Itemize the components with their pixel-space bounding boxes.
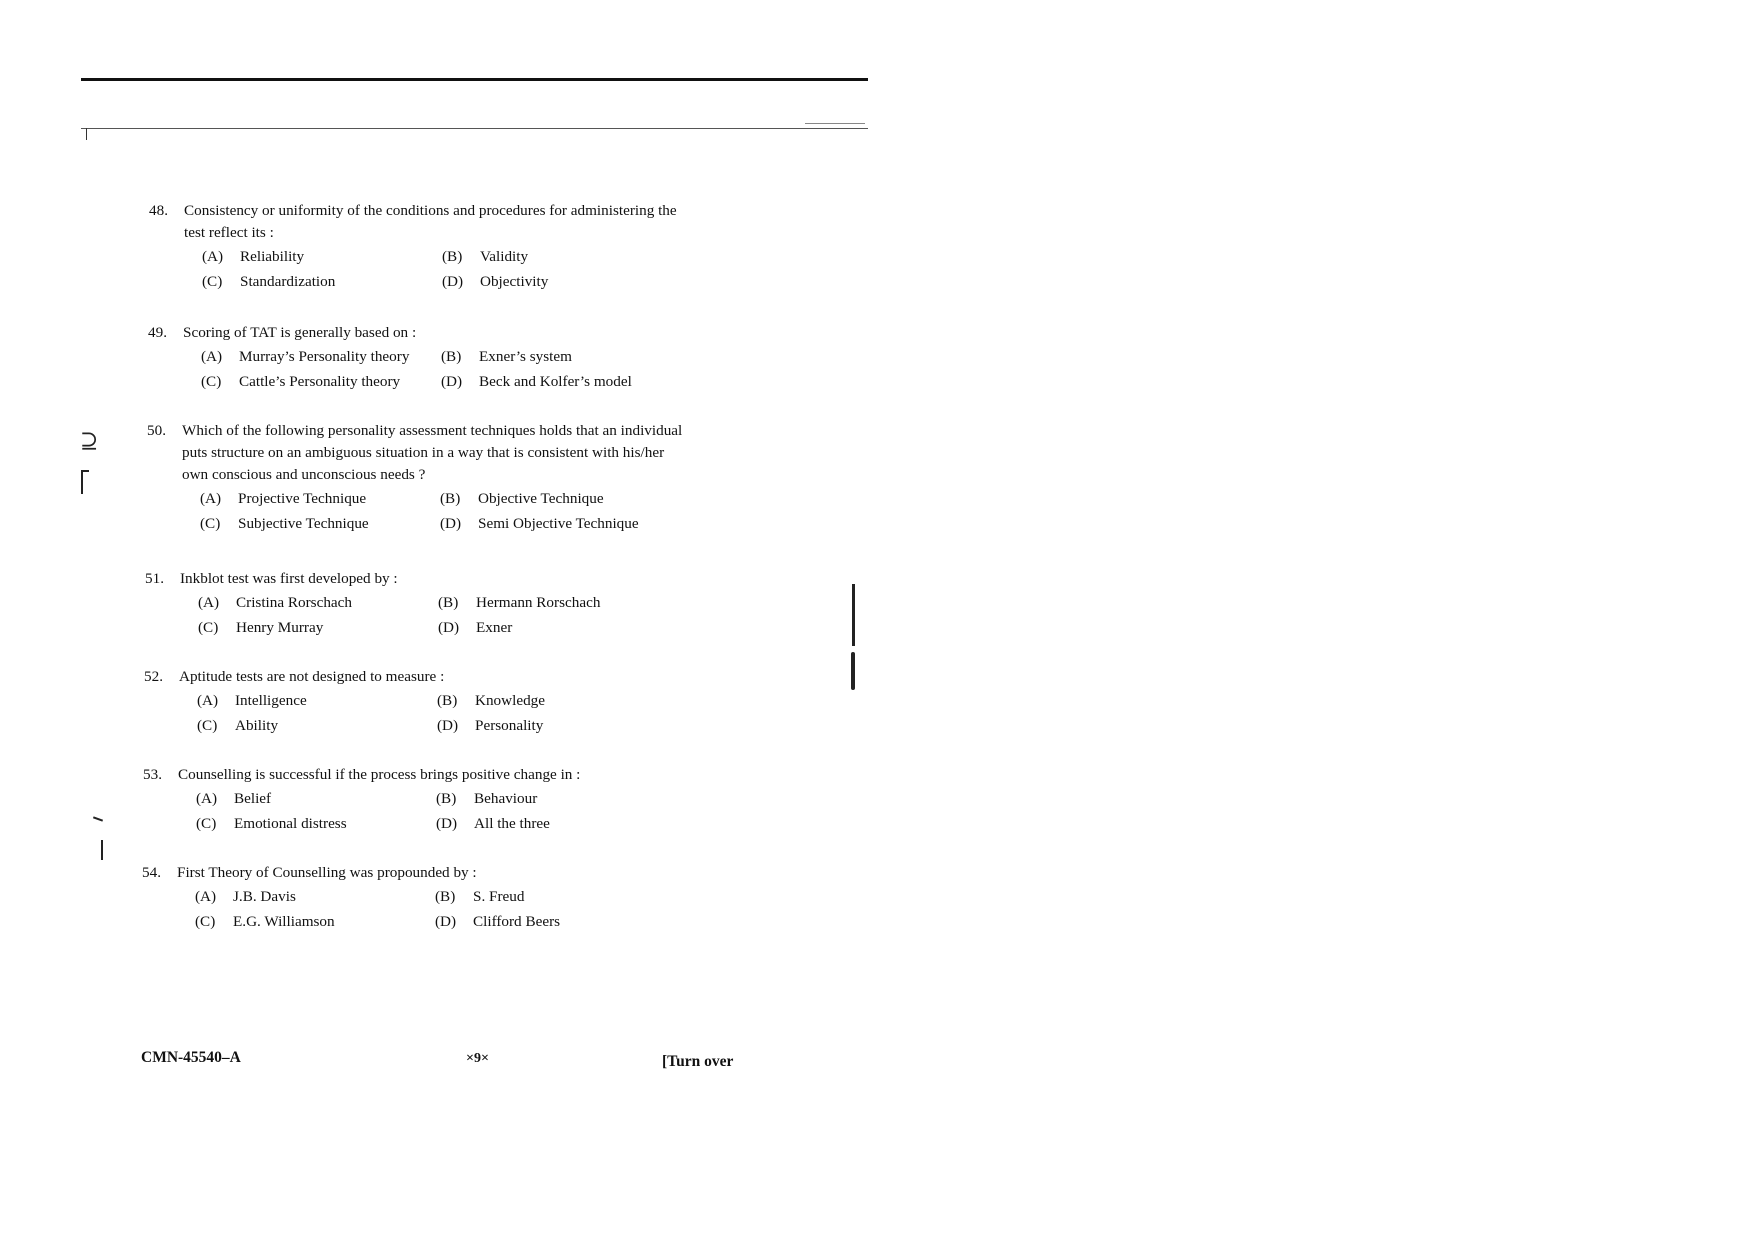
option-a: (A) Belief bbox=[196, 790, 272, 807]
header-rule-accent bbox=[805, 123, 865, 124]
question-51 bbox=[145, 568, 690, 639]
scan-mark-left-cap bbox=[81, 470, 89, 472]
scan-mark-arrow bbox=[93, 816, 103, 821]
question-49 bbox=[148, 322, 693, 393]
scan-mark-left bbox=[81, 470, 83, 494]
option-c: (C) E.G. Williamson bbox=[195, 913, 335, 930]
option-a: (A) Reliability bbox=[202, 248, 305, 265]
question-number: 51. bbox=[145, 570, 164, 587]
page-number: ×9× bbox=[466, 1051, 489, 1066]
option-b: (B) Hermann Rorschach bbox=[438, 594, 601, 611]
scan-mark-left-lower bbox=[101, 840, 103, 860]
option-c: (C) Henry Murray bbox=[198, 619, 324, 636]
question-number: 53. bbox=[143, 766, 162, 783]
scan-mark-right-lower bbox=[851, 652, 855, 690]
question-50 bbox=[147, 420, 692, 535]
header-rule-tick bbox=[86, 128, 87, 140]
option-b: (B) S. Freud bbox=[435, 888, 525, 905]
turn-over-note: [Turn over bbox=[662, 1053, 734, 1070]
question-52 bbox=[144, 666, 689, 737]
question-text: Consistency or uniformity of the conditions and procedures for administering the test reflect its : bbox=[184, 202, 677, 241]
option-b: (B) Behaviour bbox=[436, 790, 538, 807]
question-text: Which of the following personality assessment techniques holds that an individual puts structure on an ambiguous situation in a way that is consistent with his/her own conscious and unconscious needs ? bbox=[182, 422, 683, 483]
scan-mark-right bbox=[852, 584, 855, 646]
option-b: (B) Objective Technique bbox=[440, 490, 604, 507]
option-c: (C) Ability bbox=[197, 717, 279, 734]
paper-code: CMN-45540–A bbox=[141, 1049, 241, 1066]
question-48 bbox=[149, 200, 694, 293]
option-d: (D) Beck and Kolfer’s model bbox=[441, 373, 632, 390]
question-text: Aptitude tests are not designed to measure : bbox=[179, 668, 445, 685]
question-number: 48. bbox=[149, 202, 168, 219]
question-53 bbox=[143, 764, 688, 835]
option-d: (D) Exner bbox=[438, 619, 513, 636]
question-54 bbox=[142, 862, 687, 933]
question-text: Counselling is successful if the process brings positive change in : bbox=[178, 766, 581, 783]
option-a: (A) J.B. Davis bbox=[195, 888, 296, 905]
option-a: (A) Projective Technique bbox=[200, 490, 367, 507]
question-number: 52. bbox=[144, 668, 163, 685]
question-text: Inkblot test was first developed by : bbox=[180, 570, 398, 587]
option-d: (D) Clifford Beers bbox=[435, 913, 561, 930]
question-text: Scoring of TAT is generally based on : bbox=[183, 324, 417, 341]
option-a: (A) Murray’s Personality theory bbox=[201, 348, 410, 365]
option-c: (C) Cattle’s Personality theory bbox=[201, 373, 401, 390]
option-c: (C) Standardization bbox=[202, 273, 336, 290]
option-b: (B) Validity bbox=[442, 248, 529, 265]
option-b: (B) Knowledge bbox=[437, 692, 546, 709]
scan-mark-glyph: ⊇ bbox=[80, 428, 99, 453]
option-d: (D) Objectivity bbox=[442, 273, 549, 290]
question-number: 54. bbox=[142, 864, 161, 881]
question-number: 49. bbox=[148, 324, 167, 341]
option-b: (B) Exner’s system bbox=[441, 348, 572, 365]
question-number: 50. bbox=[147, 422, 166, 439]
option-a: (A) Intelligence bbox=[197, 692, 307, 709]
option-c: (C) Emotional distress bbox=[196, 815, 347, 832]
option-a: (A) Cristina Rorschach bbox=[198, 594, 352, 611]
header-rule-thick bbox=[81, 78, 868, 81]
option-c: (C) Subjective Technique bbox=[200, 515, 369, 532]
option-d: (D) Semi Objective Technique bbox=[440, 515, 639, 532]
header-rule-thin bbox=[81, 128, 868, 129]
question-text: First Theory of Counselling was propounded by : bbox=[177, 864, 477, 881]
option-d: (D) Personality bbox=[437, 717, 544, 734]
option-d: (D) All the three bbox=[436, 815, 550, 832]
